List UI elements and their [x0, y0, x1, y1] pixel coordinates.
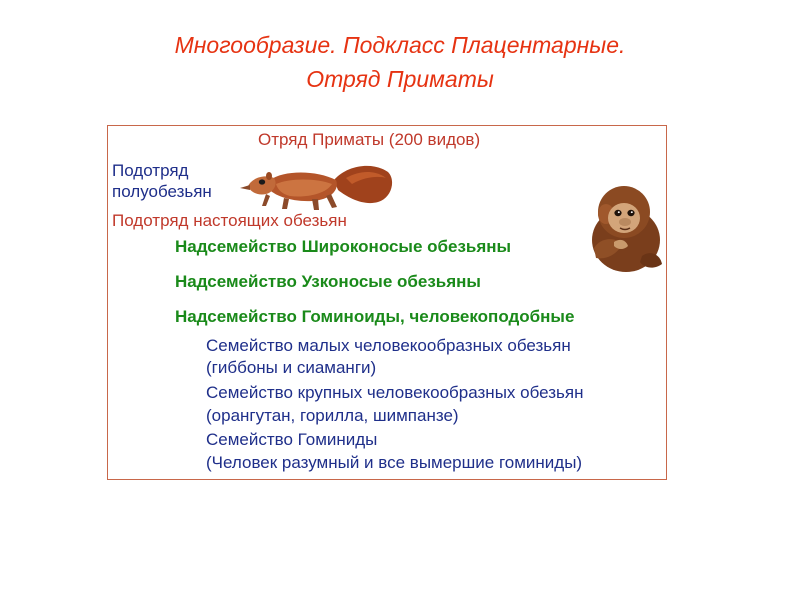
- monkey-illustration: [584, 178, 664, 274]
- panel-header: Отряд Приматы (200 видов): [258, 130, 481, 149]
- slide-title: [0, 28, 800, 96]
- family-lesser-apes-line-1: Семейство малых человекообразных обезьян: [206, 336, 571, 355]
- slide-title-line-2: Отряд Приматы: [306, 66, 494, 92]
- family-great-apes-line-2: (орангутан, горилла, шимпанзе): [206, 406, 459, 425]
- family-great-apes-line-1: Семейство крупных человекообразных обезьян: [206, 383, 584, 402]
- suborder-prosimians-line-1: Подотряд: [112, 161, 189, 180]
- family-lesser-apes-line-2: (гиббоны и сиаманги): [206, 358, 377, 377]
- family-hominids-line-1: Семейство Гоминиды: [206, 430, 378, 449]
- slide-title-line-1: Многообразие. Подкласс Плацентарные.: [174, 32, 626, 58]
- primates-classification-panel: [107, 125, 667, 480]
- family-hominids-line-2: (Человек разумный и все вымершие гоминиды): [206, 453, 583, 472]
- superfamily-catarrhini: Надсемейство Узконосые обезьяны: [175, 272, 481, 291]
- superfamily-hominoidea: Надсемейство Гоминоиды, человекоподобные: [175, 307, 575, 326]
- suborder-prosimians-line-2: полуобезьян: [112, 182, 212, 201]
- suborder-true-monkeys: Подотряд настоящих обезьян: [112, 211, 347, 230]
- superfamily-platyrrhini: Надсемейство Широконосые обезьяны: [175, 237, 512, 256]
- tree-shrew-illustration: [236, 154, 396, 214]
